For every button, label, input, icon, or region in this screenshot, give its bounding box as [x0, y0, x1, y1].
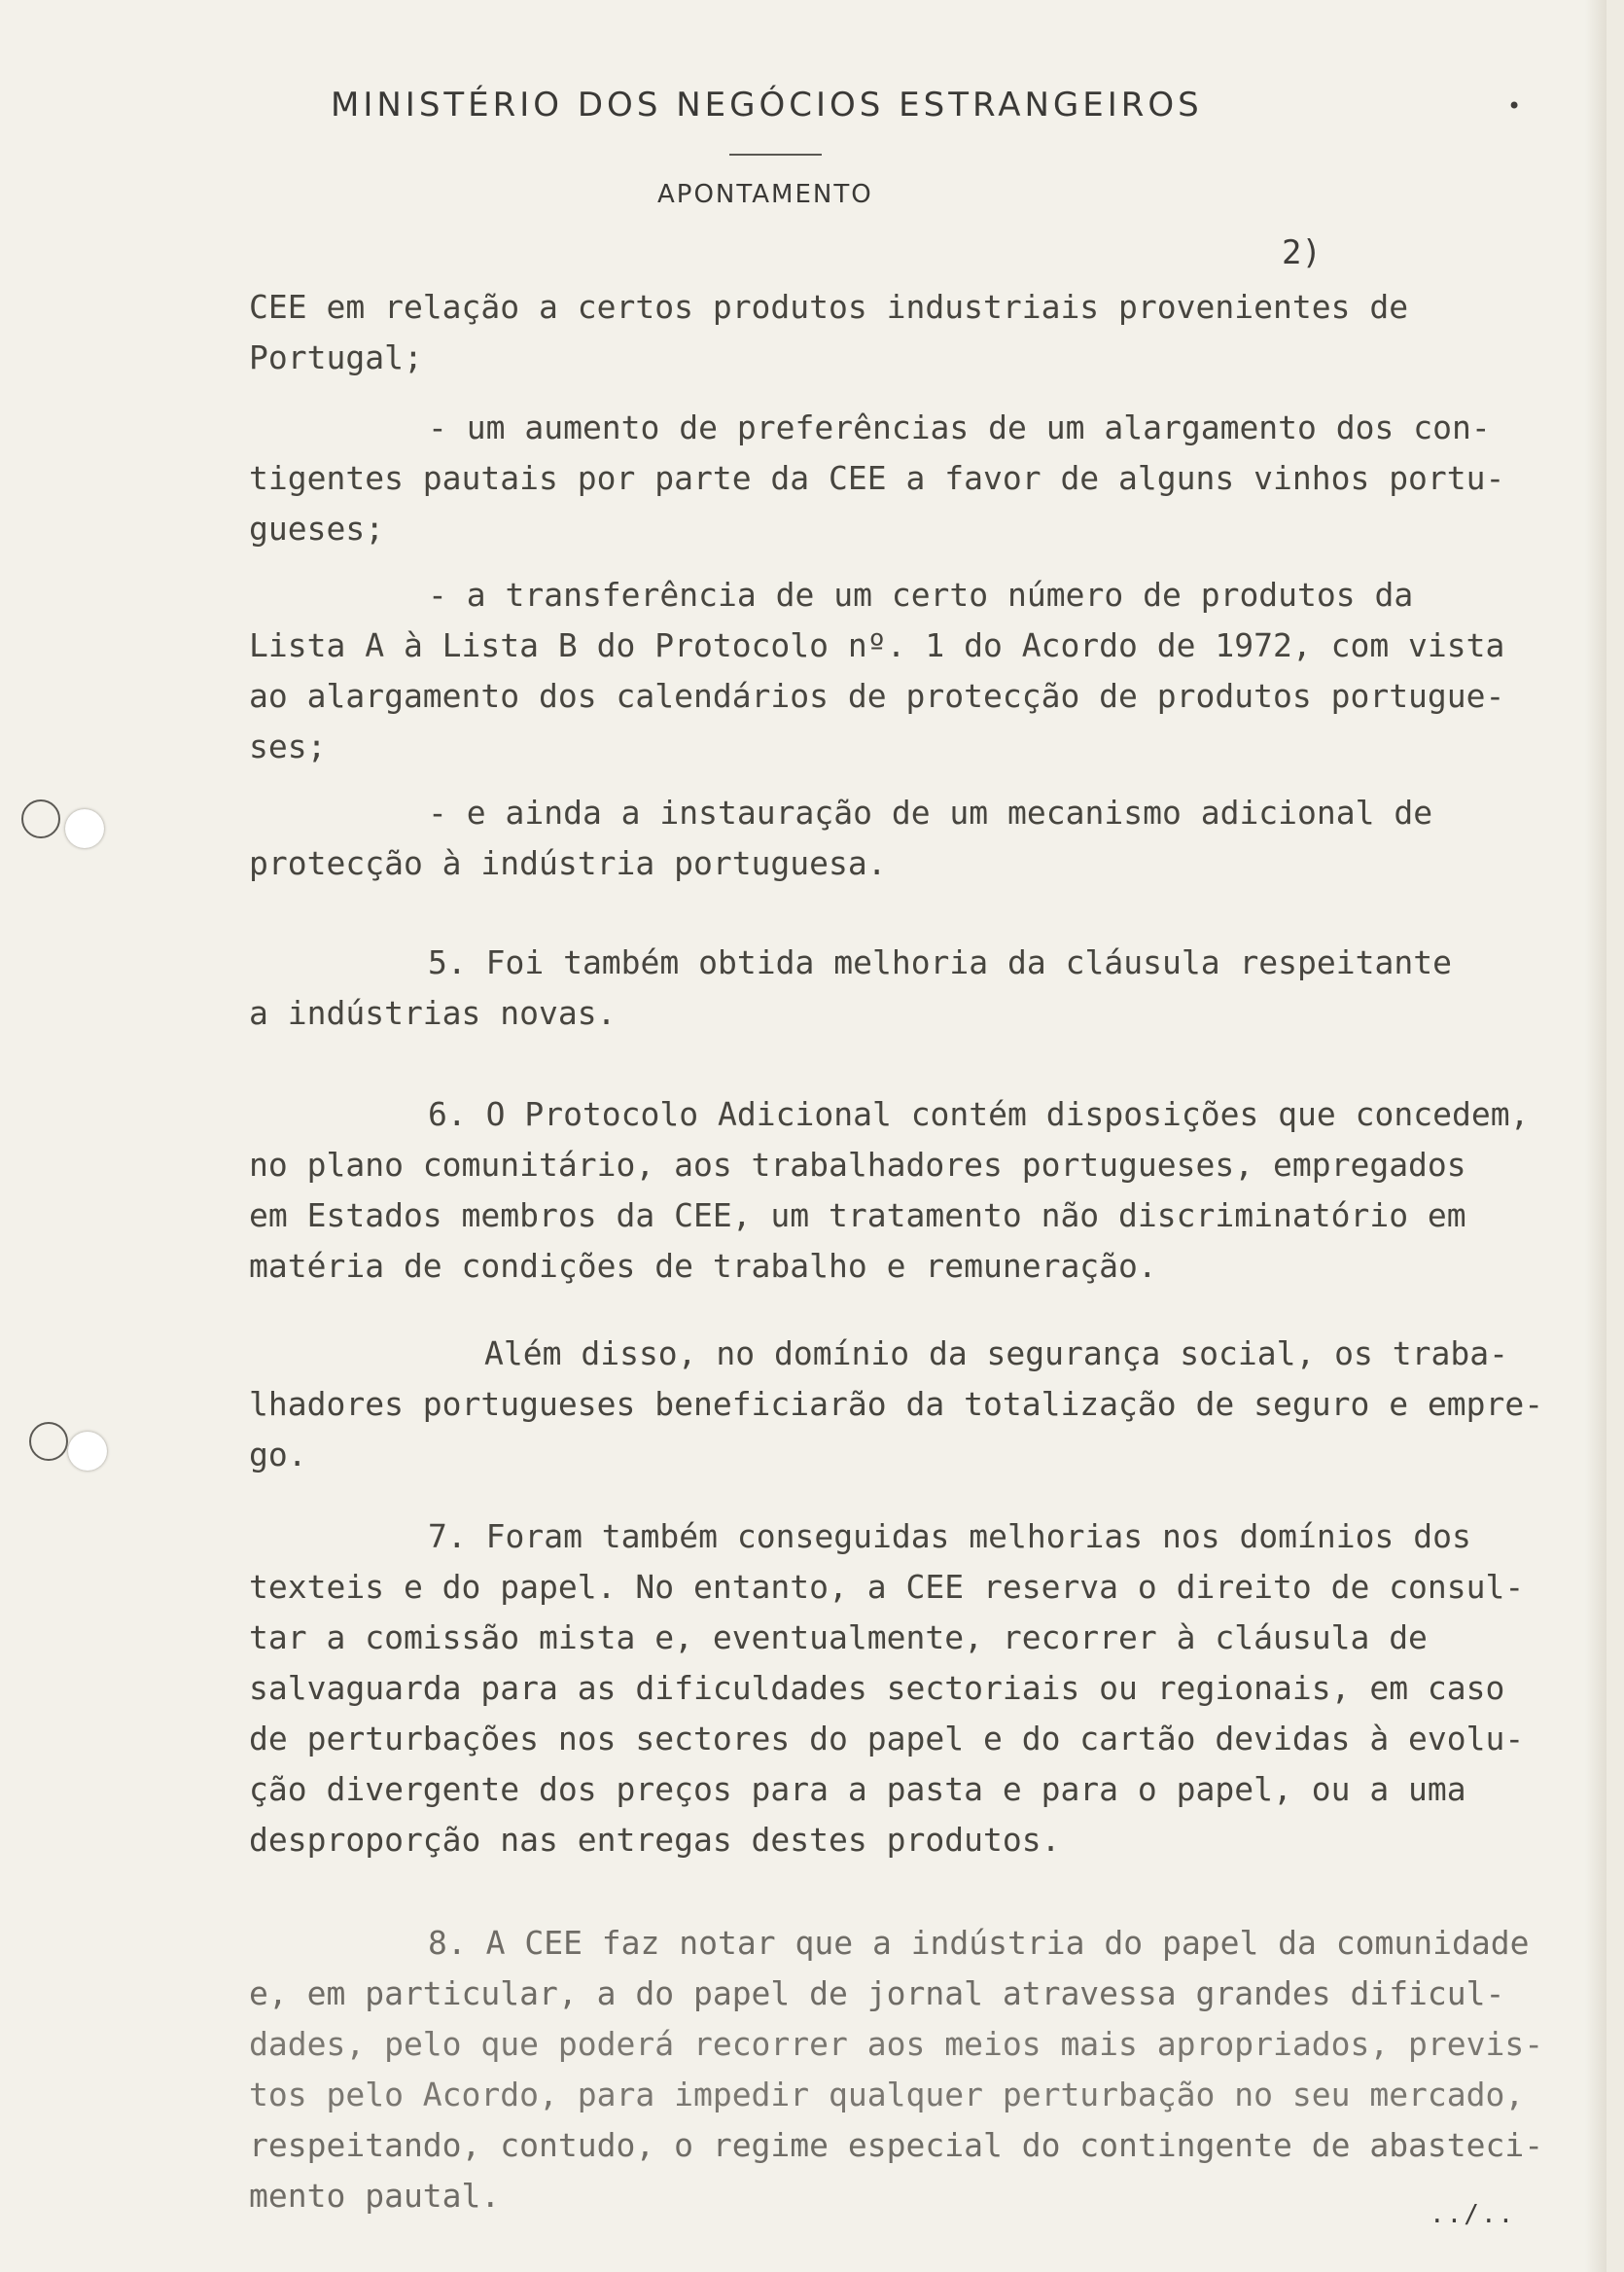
body-line: desproporção nas entregas destes produtos.: [249, 1821, 1061, 1859]
body-line-faded: dades, pelo que poderá recorrer aos meios mais apropriados, previs-: [249, 2025, 1544, 2063]
body-line: lhadores portugueses beneficiarão da totalização de seguro e empre-: [249, 1385, 1544, 1423]
body-line: go.: [249, 1436, 307, 1473]
body-line: em Estados membros da CEE, um tratamento não discriminatório em: [249, 1196, 1466, 1234]
body-line: Portugal;: [249, 338, 423, 376]
punch-hole-top: [65, 809, 104, 848]
ministry-heading: MINISTÉRIO DOS NEGÓCIOS ESTRANGEIROS: [331, 86, 1203, 124]
page-edge-shadow: [1585, 0, 1606, 2272]
punch-hole-ring-bottom: [29, 1422, 68, 1461]
body-line: a indústrias novas.: [249, 994, 617, 1032]
document-type-heading: APONTAMENTO: [657, 180, 873, 209]
body-line: 6. O Protocolo Adicional contém disposições que concedem,: [428, 1095, 1530, 1133]
body-line: 5. Foi também obtida melhoria da cláusula respeitante: [428, 943, 1452, 981]
punch-hole-bottom: [68, 1432, 107, 1471]
punch-hole-ring-top: [21, 799, 60, 838]
body-line: - e ainda a instauração de um mecanismo adicional de: [428, 794, 1433, 832]
body-line: texteis e do papel. No entanto, a CEE reserva o direito de consul-: [249, 1568, 1525, 1606]
body-line: de perturbações nos sectores do papel e do cartão devidas à evolu-: [249, 1720, 1525, 1757]
body-line: - um aumento de preferências de um alargamento dos con-: [428, 408, 1491, 446]
body-line-faded: 8. A CEE faz notar que a indústria do papel da comunidade: [428, 1924, 1530, 1962]
body-line: protecção à indústria portuguesa.: [249, 844, 887, 882]
body-line: 7. Foram também conseguidas melhorias nos domínios dos: [428, 1517, 1471, 1555]
page-number: 2): [1282, 233, 1322, 272]
body-line: Além disso, no domínio da segurança social, os traba-: [484, 1334, 1508, 1372]
body-line: tigentes pautais por parte da CEE a favor de alguns vinhos portu-: [249, 459, 1505, 497]
body-line: Lista A à Lista B do Protocolo nº. 1 do Acordo de 1972, com vista: [249, 626, 1505, 664]
body-line: - a transferência de um certo número de produtos da: [428, 576, 1414, 614]
body-line: salvaguarda para as dificuldades sectoriais ou regionais, em caso: [249, 1669, 1505, 1707]
continuation-mark: ../..: [1430, 2200, 1516, 2229]
body-line-faded: respeitando, contudo, o regime especial do contingente de abasteci-: [249, 2126, 1544, 2164]
header-rule: [729, 154, 822, 156]
body-line: ção divergente dos preços para a pasta e para o papel, ou a uma: [249, 1770, 1466, 1808]
body-line: gueses;: [249, 510, 385, 548]
body-line: tar a comissão mista e, eventualmente, recorrer à cláusula de: [249, 1618, 1428, 1656]
body-line-faded: mento pautal.: [249, 2177, 501, 2215]
body-line: ses;: [249, 728, 327, 765]
body-line: CEE em relação a certos produtos industriais provenientes de: [249, 288, 1409, 326]
body-line: ao alargamento dos calendários de protecção de produtos portugue-: [249, 677, 1505, 715]
body-line: matéria de condições de trabalho e remuneração.: [249, 1247, 1157, 1285]
body-line: no plano comunitário, aos trabalhadores portugueses, empregados: [249, 1146, 1466, 1184]
body-line-faded: e, em particular, a do papel de jornal atravessa grandes dificul-: [249, 1974, 1505, 2012]
body-line-faded: tos pelo Acordo, para impedir qualquer perturbação no seu mercado,: [249, 2076, 1525, 2113]
header-dot: •: [1507, 92, 1522, 120]
